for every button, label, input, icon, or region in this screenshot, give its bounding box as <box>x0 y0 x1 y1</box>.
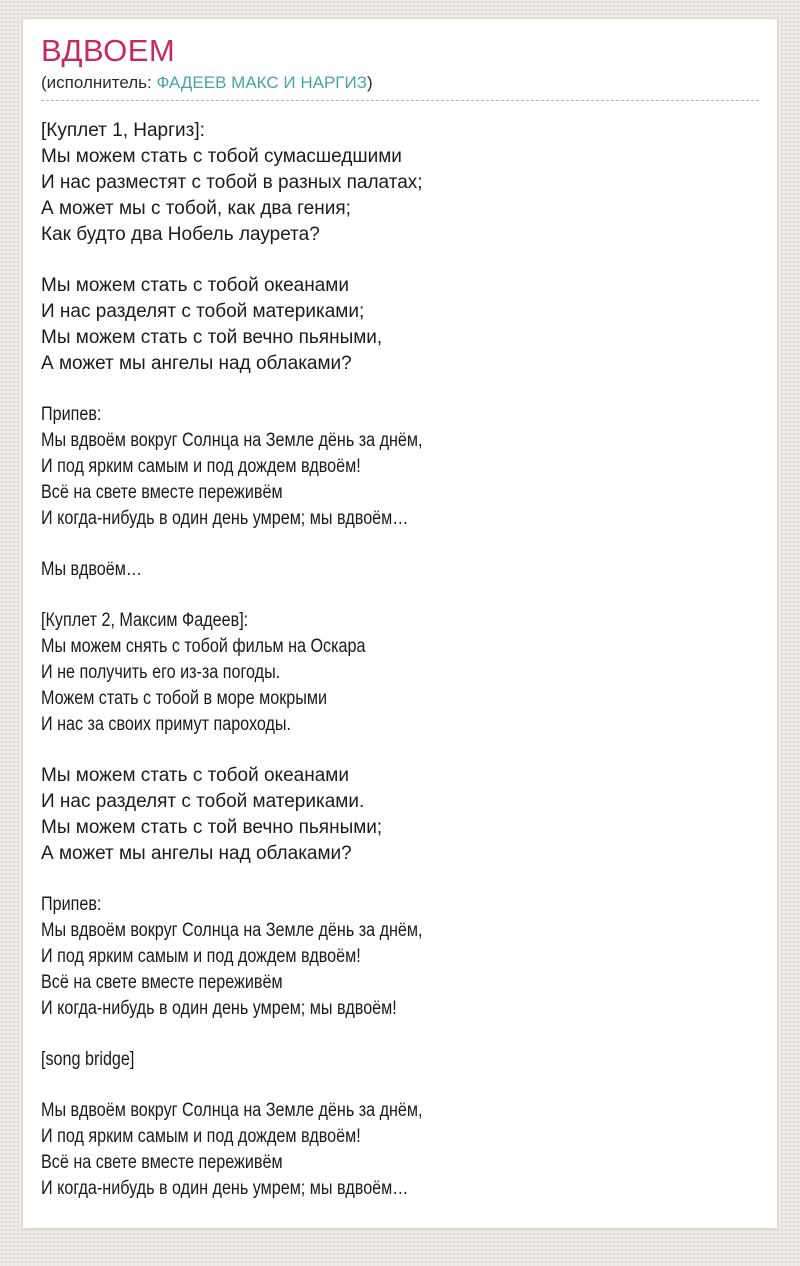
lyric-line: Мы вдвоём… <box>41 559 142 580</box>
stanza <box>41 118 759 248</box>
artist-link[interactable]: ФАДЕЕВ МАКС И НАРГИЗ <box>156 73 367 92</box>
lyric-line: Мы вдвоём вокруг Солнца на Земле дёнь за днём, <box>41 920 423 941</box>
lyric-line: И под ярким самым и под дождем вдвоём! <box>41 946 361 967</box>
lyric-line: Мы вдвоём вокруг Солнца на Земле дёнь за днём, <box>41 1100 423 1121</box>
page-title: ВДВОЕМ <box>41 33 176 68</box>
lyric-line: Как будто два Нобель лаурета? <box>41 224 320 245</box>
lyric-line: И нас за своих примут пароходы. <box>41 714 292 735</box>
lyric-line: Можем стать с тобой в море мокрыми <box>41 688 327 709</box>
stanza <box>41 557 759 583</box>
lyric-line: Всё на свете вместе переживём <box>41 1152 283 1173</box>
lyric-line: Припев: <box>41 404 102 425</box>
lyric-line: И не получить его из-за погоды. <box>41 662 281 683</box>
lyric-line: И нас разместят с тобой в разных палатах; <box>41 172 423 193</box>
lyric-line: Всё на свете вместе переживём <box>41 972 283 993</box>
stanza <box>41 273 759 377</box>
stanza <box>41 402 759 532</box>
lyric-line: И нас разделят с тобой материками; <box>41 301 365 322</box>
lyric-line: Мы можем снять с тобой фильм на Оскара <box>41 636 366 657</box>
lyric-line: А может мы ангелы над облаками? <box>41 843 352 864</box>
stanza <box>41 1098 759 1202</box>
lyric-line: Мы можем стать с той вечно пьяными; <box>41 817 383 838</box>
artist-suffix: ) <box>366 73 373 92</box>
lyric-line: И когда-нибудь в один день умрем; мы вдвоём… <box>41 508 409 529</box>
lyric-line: Мы можем стать с тобой океанами <box>41 275 349 296</box>
stanza <box>41 608 759 738</box>
artist-line <box>41 72 759 93</box>
artist-prefix: (исполнитель: <box>41 73 157 92</box>
lyric-line: Мы можем стать с тобой сумасшедшими <box>41 146 402 167</box>
stanza <box>41 892 759 1022</box>
lyrics-card <box>22 18 778 1229</box>
lyric-line: И когда-нибудь в один день умрем; мы вдвоём… <box>41 1178 409 1199</box>
stanza <box>41 1047 759 1073</box>
lyric-line: Всё на свете вместе переживём <box>41 482 283 503</box>
lyric-line: [song bridge] <box>41 1049 135 1070</box>
lyrics <box>41 118 759 1202</box>
lyric-line: Припев: <box>41 894 102 915</box>
lyric-line: И под ярким самым и под дождем вдвоём! <box>41 1126 361 1147</box>
lyric-line: И когда-нибудь в один день умрем; мы вдвоём! <box>41 998 397 1019</box>
lyric-line: Мы можем стать с тобой океанами <box>41 765 349 786</box>
dashed-divider <box>41 100 759 101</box>
lyric-line: И под ярким самым и под дождем вдвоём! <box>41 456 361 477</box>
lyric-line: Мы можем стать с той вечно пьяными, <box>41 327 383 348</box>
lyric-line: А может мы с тобой, как два гения; <box>41 198 351 219</box>
song-header <box>41 33 759 101</box>
lyric-line: А может мы ангелы над облаками? <box>41 353 352 374</box>
lyric-line: [Куплет 2, Максим Фадеев]: <box>41 610 249 631</box>
lyric-line: [Куплет 1, Наргиз]: <box>41 120 205 141</box>
lyric-line: И нас разделят с тобой материками. <box>41 791 365 812</box>
lyric-line: Мы вдвоём вокруг Солнца на Земле дёнь за днём, <box>41 430 423 451</box>
page-background <box>0 18 800 1266</box>
stanza <box>41 763 759 867</box>
